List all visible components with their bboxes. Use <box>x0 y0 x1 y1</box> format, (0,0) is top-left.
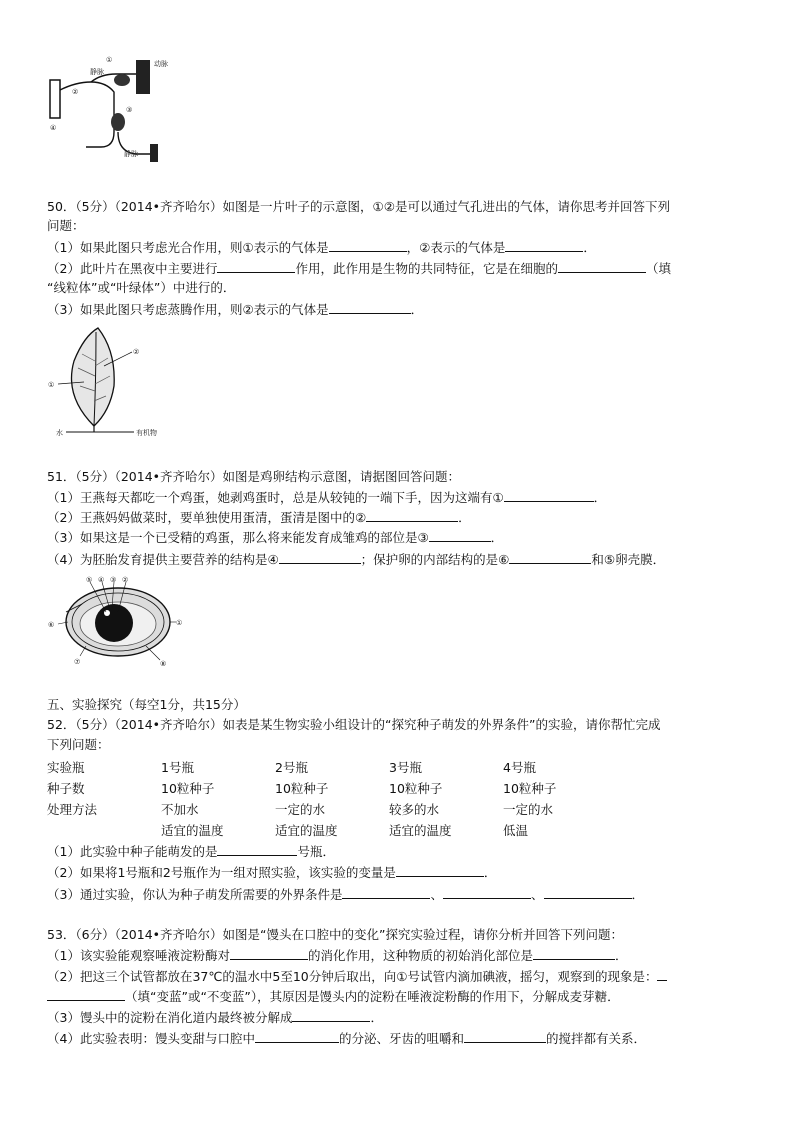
table-cell: 适宜的温度 <box>275 823 338 838</box>
q53-sub2: （2）把这三个试管都放在37℃的温水中5至10分钟后取出，向①号试管内滴加碘液，摇匀，观察到的现象是： <box>47 968 667 985</box>
answer-blank[interactable] <box>429 529 491 542</box>
answer-blank[interactable] <box>464 1030 546 1043</box>
label-vein-bottom: 静脉 <box>124 150 138 158</box>
label-n3: ③ <box>126 106 133 114</box>
q50-header: 50．（5分）（2014•齐齐哈尔）如图是一片叶子的示意图，①②是可以通过气孔进出的气体，请你思考并回答下列 <box>47 199 670 214</box>
q50-sub2-cont: “线粒体”或“叶绿体”）中进行的． <box>47 280 236 295</box>
label-n2: ② <box>133 348 140 356</box>
table-cell: 10粒种子 <box>275 781 329 796</box>
label-n1: ① <box>176 619 183 627</box>
germinal-disc <box>104 610 110 616</box>
answer-blank[interactable] <box>504 489 594 502</box>
table-cell: 较多的水 <box>389 802 440 817</box>
leaf-diagram <box>44 326 174 438</box>
table-cell: 实验瓶 <box>47 760 85 775</box>
q50-sub1: （1）如果此图只考虑光合作用，则①表示的气体是 ，②表示的气体是 ． <box>47 240 596 255</box>
table-cell: 处理方法 <box>47 802 98 817</box>
q50-sub2: （2）此叶片在黑夜中主要进行 作用，此作用是生物的共同特征，它是在细胞的 （填 <box>47 261 671 276</box>
q50-sub3: （3）如果此图只考虑蒸腾作用，则②表示的气体是 ． <box>47 302 424 317</box>
q51-sub1: （1）王燕每天都吃一个鸡蛋，她剥鸡蛋时，总是从较钝的一端下手，因为这端有① ． <box>47 490 607 505</box>
label-n8: ⑧ <box>160 660 167 668</box>
table-cell: 一定的水 <box>503 802 554 817</box>
heart-chamber-lower <box>111 113 125 131</box>
answer-blank[interactable] <box>544 886 632 899</box>
table-cell: 10粒种子 <box>161 781 215 796</box>
vessel-path <box>60 82 114 147</box>
table-cell: 10粒种子 <box>503 781 557 796</box>
label-n4: ④ <box>50 124 57 132</box>
table-cell: 适宜的温度 <box>389 823 452 838</box>
label-n4: ④ <box>98 576 105 584</box>
answer-blank[interactable] <box>292 1009 370 1022</box>
answer-blank[interactable] <box>657 968 667 981</box>
answer-blank[interactable] <box>217 843 297 856</box>
table-cell: 10粒种子 <box>389 781 443 796</box>
q53-header: 53．（6分）（2014•齐齐哈尔）如图是“馒头在口腔中的变化”探究实验过程，请你分析并回答下列问题： <box>47 927 623 942</box>
answer-blank[interactable] <box>342 886 430 899</box>
egg-diagram <box>46 572 186 670</box>
answer-blank[interactable] <box>366 509 458 522</box>
q52-sub2: （2）如果将1号瓶和2号瓶作为一组对照实验，该实验的变量是 ． <box>47 865 497 880</box>
table-cell: 3号瓶 <box>389 760 422 775</box>
heart-vessel-diagram <box>46 52 176 167</box>
q51-header: 51．（5分）（2014•齐齐哈尔）如图是鸡卵结构示意图，请据图回答问题： <box>47 469 461 484</box>
label-n2: ② <box>122 576 129 584</box>
q51-sub2: （2）王燕妈妈做菜时，要单独使用蛋清，蛋清是图中的② ． <box>47 510 471 525</box>
pointer-line <box>146 646 160 660</box>
label-water: 水 <box>56 429 63 437</box>
label-n5: ⑤ <box>86 576 93 584</box>
section-title: 五、实验探究（每空1分，共15分） <box>47 697 246 712</box>
table-cell: 一定的水 <box>275 802 326 817</box>
answer-blank[interactable] <box>329 301 411 314</box>
q50-header-cont: 问题： <box>47 218 85 233</box>
answer-blank[interactable] <box>217 260 295 273</box>
q52-header: 52．（5分）（2014•齐齐哈尔）如表是某生物实验小组设计的“探究种子萌发的外界条件”的实验，请你帮忙完成 <box>47 717 661 732</box>
q53-sub1: （1）该实验能观察唾液淀粉酶对 的消化作用，这种物质的初始消化部位是 ． <box>47 948 628 963</box>
q53-sub4: （4）此实验表明：馒头变甜与口腔中 的分泌、牙齿的咀嚼和 的搅拌都有关系． <box>47 1031 646 1046</box>
label-organic: 有机物 <box>136 429 157 437</box>
answer-blank[interactable] <box>509 551 591 564</box>
label-artery: 动脉 <box>154 60 168 68</box>
q52-header-cont: 下列问题： <box>47 737 110 752</box>
answer-blank[interactable] <box>533 947 615 960</box>
answer-blank[interactable] <box>255 1030 339 1043</box>
label-n2: ② <box>72 88 79 96</box>
answer-blank[interactable] <box>505 239 583 252</box>
answer-blank[interactable] <box>230 947 308 960</box>
table-cell: 2号瓶 <box>275 760 308 775</box>
table-cell: 4号瓶 <box>503 760 536 775</box>
q51-sub4: （4）为胚胎发育提供主要营养的结构是④ ；保护卵的内部结构的是⑥ 和⑤卵壳膜． <box>47 552 666 567</box>
answer-blank[interactable] <box>396 864 484 877</box>
q51-sub3: （3）如果这是一个已受精的鸡蛋，那么将来能发育成雏鸡的部位是③ ． <box>47 530 504 545</box>
yolk <box>95 604 133 642</box>
heart-chamber-upper <box>114 74 130 86</box>
answer-blank[interactable] <box>279 551 361 564</box>
vein-block <box>150 144 158 162</box>
table-cell: 种子数 <box>47 781 85 796</box>
label-n6: ⑥ <box>48 621 55 629</box>
q53-sub3: （3）馒头中的淀粉在消化道内最终被分解成 ． <box>47 1010 383 1025</box>
answer-blank[interactable] <box>443 886 531 899</box>
table-cell: 不加水 <box>161 802 199 817</box>
label-vein-top: 静脉 <box>90 68 104 76</box>
q52-sub1: （1）此实验中种子能萌发的是 号瓶． <box>47 844 335 859</box>
label-n3: ③ <box>110 576 117 584</box>
q53-sub2-cont: （填“变蓝”或“不变蓝”），其原因是馒头内的淀粉在唾液淀粉酶的作用下，分解成麦芽糖． <box>47 988 620 1005</box>
answer-blank[interactable] <box>329 239 407 252</box>
answer-blank[interactable] <box>558 260 646 273</box>
q52-sub3: （3）通过实验，你认为种子萌发所需要的外界条件是 、 、 ． <box>47 887 645 902</box>
table-cell: 适宜的温度 <box>161 823 224 838</box>
label-n7: ⑦ <box>74 658 81 666</box>
label-n1: ① <box>106 56 113 64</box>
answer-blank[interactable] <box>47 988 125 1001</box>
table-cell: 低温 <box>503 823 529 838</box>
table-cell: 1号瓶 <box>161 760 194 775</box>
test-tube <box>50 80 60 118</box>
label-n1: ① <box>48 381 55 389</box>
artery-block <box>136 60 150 94</box>
